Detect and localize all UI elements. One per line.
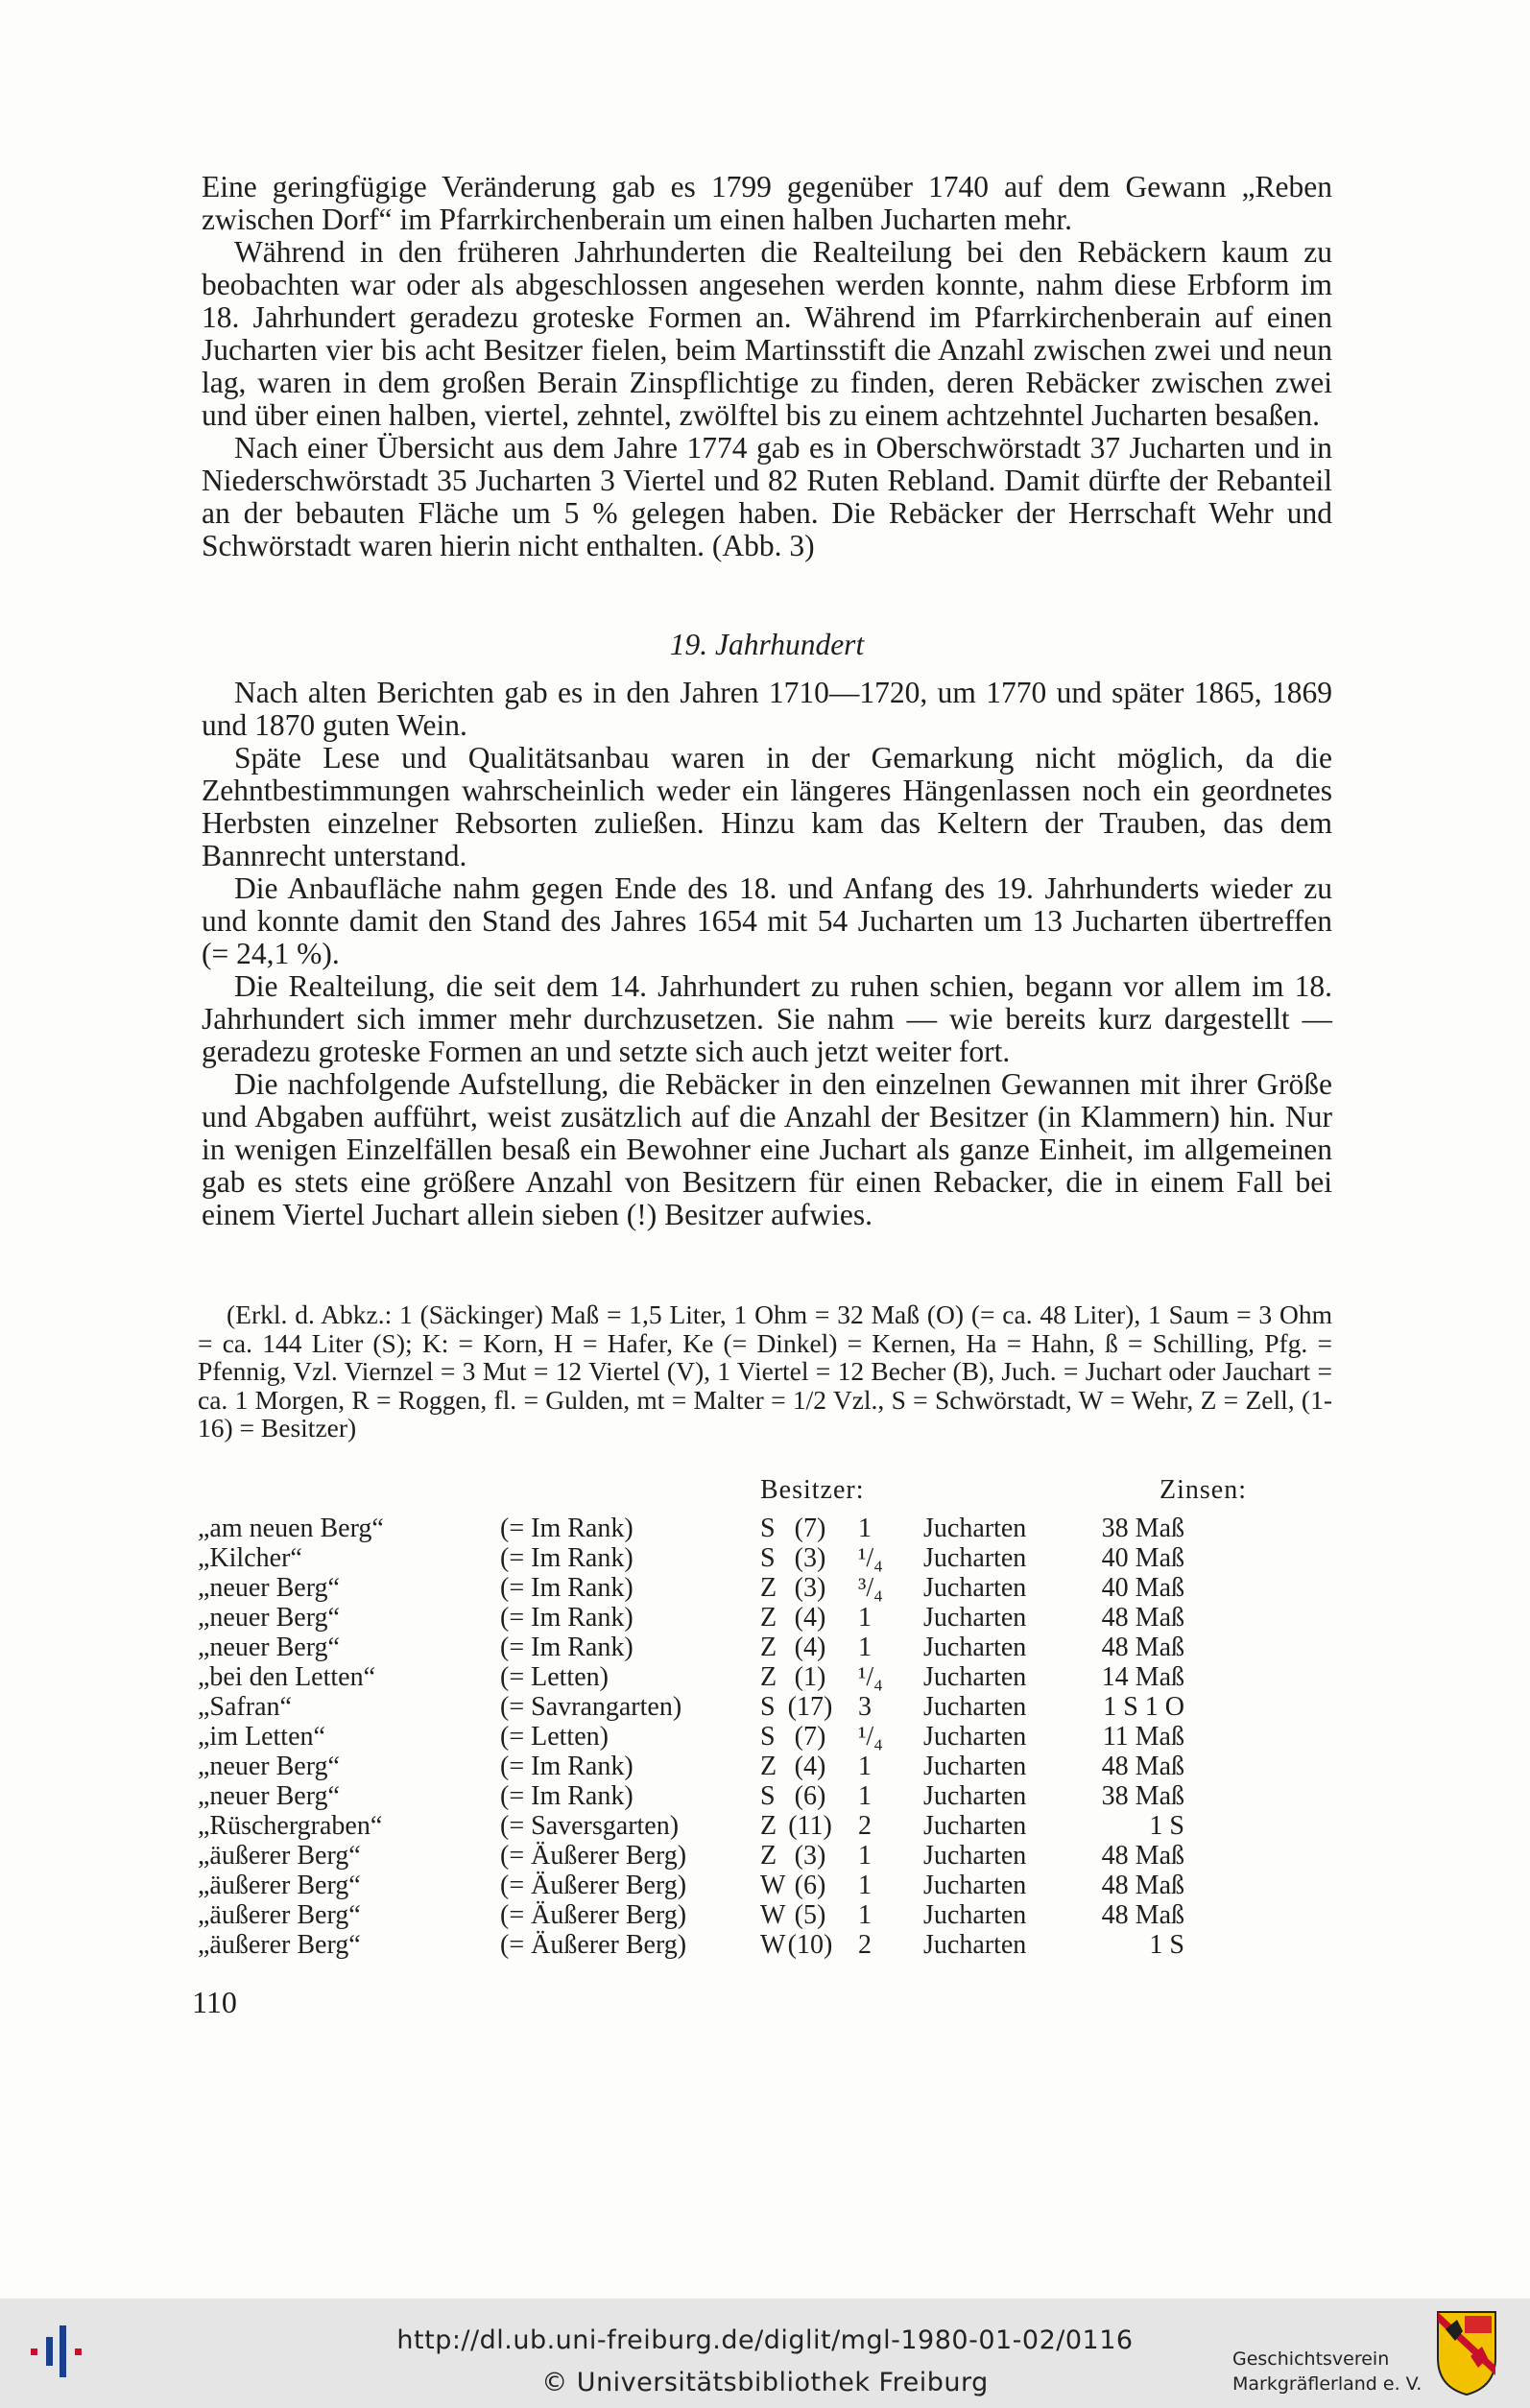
vineyard-alias: (= Im Rank) — [500, 1543, 634, 1573]
interest-value: 1 S — [1149, 1930, 1184, 1960]
size-unit: Jucharten — [923, 1900, 1027, 1930]
owner-count: (3) — [794, 1543, 826, 1573]
size-unit: Jucharten — [923, 1841, 1027, 1871]
vineyard-name: „Rüschergraben“ — [198, 1811, 383, 1841]
vineyard-alias: (= Letten) — [500, 1662, 609, 1692]
body-text-middle — [202, 677, 1332, 1231]
interest-value: 38 Maß — [1101, 1514, 1184, 1543]
village-code: S — [760, 1722, 776, 1752]
interest-value: 14 Maß — [1101, 1662, 1184, 1692]
plot-size: 1 — [858, 1781, 872, 1811]
village-code: Z — [760, 1841, 777, 1871]
interest-value: 48 Maß — [1101, 1633, 1184, 1662]
interest-value: 40 Maß — [1101, 1543, 1184, 1573]
size-unit: Jucharten — [923, 1573, 1027, 1603]
paragraph: Die Anbaufläche nahm gegen Ende des 18. und Anfang des 19. Jahrhunderts wieder zu und konnte damit den Stand des Jahres 1654 mit 54 Jucharten um 13 Jucharten übertreffen (= 24,1 %). — [202, 871, 1332, 970]
village-code: S — [760, 1514, 776, 1543]
owner-count: (1) — [794, 1662, 826, 1692]
plot-size: 1 — [858, 1841, 872, 1871]
vineyard-alias: (= Saversgarten) — [500, 1811, 680, 1841]
vineyard-alias: (= Äußerer Berg) — [500, 1930, 687, 1960]
vineyard-alias: (= Im Rank) — [500, 1752, 634, 1781]
owner-count: (10) — [787, 1930, 833, 1960]
village-code: Z — [760, 1752, 777, 1781]
plot-size: 2 — [858, 1811, 872, 1841]
table-row — [198, 1752, 1340, 1781]
plot-size: 1 — [858, 1871, 872, 1900]
size-unit: Jucharten — [923, 1930, 1027, 1960]
vineyard-name: „neuer Berg“ — [198, 1603, 340, 1633]
vineyard-name: „neuer Berg“ — [198, 1752, 340, 1781]
vineyard-name: „äußerer Berg“ — [198, 1871, 361, 1900]
vineyard-table — [198, 1475, 1340, 1960]
vineyard-alias: (= Im Rank) — [500, 1603, 634, 1633]
village-code: Z — [760, 1573, 777, 1603]
vineyard-name: „äußerer Berg“ — [198, 1930, 361, 1960]
interest-value: 48 Maß — [1101, 1752, 1184, 1781]
vineyard-name: „im Letten“ — [198, 1722, 325, 1752]
society-name — [1232, 2347, 1424, 2396]
interest-value: 48 Maß — [1101, 1603, 1184, 1633]
vineyard-name: „Kilcher“ — [198, 1543, 302, 1573]
plot-size: ¹/₄ — [858, 1543, 883, 1573]
vineyard-name: „äußerer Berg“ — [198, 1841, 361, 1871]
interest-value: 11 Maß — [1102, 1722, 1184, 1752]
plot-size: ¹/₄ — [858, 1722, 883, 1752]
size-unit: Jucharten — [923, 1662, 1027, 1692]
size-unit: Jucharten — [923, 1633, 1027, 1662]
size-unit: Jucharten — [923, 1603, 1027, 1633]
vineyard-alias: (= Im Rank) — [500, 1514, 634, 1543]
size-unit: Jucharten — [923, 1752, 1027, 1781]
table-row — [198, 1722, 1340, 1752]
interest-column-header: Zinsen: — [1159, 1475, 1247, 1505]
owner-count: (17) — [787, 1692, 833, 1722]
table-row — [198, 1811, 1340, 1841]
vineyard-alias: (= Im Rank) — [500, 1573, 634, 1603]
table-row — [198, 1692, 1340, 1722]
village-code: W — [760, 1871, 786, 1900]
interest-value: 40 Maß — [1101, 1573, 1184, 1603]
owner-count: (6) — [794, 1871, 826, 1900]
paragraph: Eine geringfügige Veränderung gab es 1799 gegenüber 1740 auf dem Gewann „Reben zwischen Dorf“ im Pfarrkirchenberain um einen halben Jucharten mehr. — [202, 170, 1332, 236]
plot-size: ¹/₄ — [858, 1662, 883, 1692]
village-code: S — [760, 1692, 776, 1722]
table-row — [198, 1662, 1340, 1692]
vineyard-name: „neuer Berg“ — [198, 1573, 340, 1603]
size-unit: Jucharten — [923, 1871, 1027, 1900]
paragraph: Die nachfolgende Aufstellung, die Rebäcker in den einzelnen Gewannen mit ihrer Größe und Abgaben aufführt, weist zusätzlich auf die Anzahl der Besitzer (in Klammern) hin. Nur in wenigen Einzelfällen besaß ein Bewohner eine Juchart als ganze Einheit, im allgemeinen gab es stets eine größere Anzahl von Besitzern für einen Rebacker, die in einem Fall bei einem Viertel Juchart allein sieben (!) Besitzer aufwies. — [202, 1067, 1332, 1231]
interest-value: 38 Maß — [1101, 1781, 1184, 1811]
interest-value: 48 Maß — [1101, 1900, 1184, 1930]
owner-count: (4) — [794, 1603, 826, 1633]
paragraph: Späte Lese und Qualitätsanbau waren in der Gemarkung nicht möglich, da die Zehntbestimmungen wahrscheinlich weder ein längeres Hängenlassen noch ein geordnetes Herbsten einzelner Rebsorten zuließen. Hinzu kam das Keltern der Trauben, das dem Bannrecht unterstand. — [202, 741, 1332, 872]
plot-size: ³/₄ — [858, 1573, 883, 1603]
village-code: Z — [760, 1633, 777, 1662]
table-row — [198, 1841, 1340, 1871]
size-unit: Jucharten — [923, 1781, 1027, 1811]
copyright-text: © Universitätsbibliothek Freiburg — [541, 2368, 989, 2397]
owner-count: (7) — [794, 1722, 826, 1752]
village-code: S — [760, 1781, 776, 1811]
vineyard-name: „am neuen Berg“ — [198, 1514, 384, 1543]
vineyard-alias: (= Savrangarten) — [500, 1692, 682, 1722]
vineyard-name: „neuer Berg“ — [198, 1781, 340, 1811]
vineyard-name: „bei den Letten“ — [198, 1662, 376, 1692]
owner-count: (4) — [794, 1752, 826, 1781]
society-line-1: Geschichtsverein — [1232, 2348, 1390, 2370]
size-unit: Jucharten — [923, 1811, 1027, 1841]
page-number: 110 — [192, 1985, 237, 2019]
village-code: Z — [760, 1811, 777, 1841]
table-row — [198, 1930, 1340, 1960]
table-row — [198, 1633, 1340, 1662]
vineyard-alias: (= Äußerer Berg) — [500, 1900, 687, 1930]
paragraph: Nach einer Übersicht aus dem Jahre 1774 gab es in Oberschwörstadt 37 Jucharten und in Niederschwörstadt 35 Jucharten 3 Viertel und 82 Ruten Rebland. Damit dürfte der Rebanteil an der bebauten Fläche um 5 % gelegen haben. Die Rebäcker der Herrschaft Wehr und Schwörstadt waren hierin nicht enthalten. (Abb. 3) — [202, 431, 1332, 562]
size-unit: Jucharten — [923, 1722, 1027, 1752]
village-code: Z — [760, 1603, 777, 1633]
plot-size: 2 — [858, 1930, 872, 1960]
owner-count: (7) — [794, 1514, 826, 1543]
vineyard-alias: (= Im Rank) — [500, 1633, 634, 1662]
footer-bar — [0, 2299, 1530, 2408]
owner-count: (11) — [788, 1811, 832, 1841]
owner-count: (3) — [794, 1841, 826, 1871]
table-row — [198, 1514, 1340, 1543]
legend-text: (Erkl. d. Abkz.: 1 (Säckinger) Maß = 1,5 Liter, 1 Ohm = 32 Maß (O) (= ca. 48 Liter), 1 Saum = 3 Ohm = ca. 144 Liter (S); K: = Korn, H = Hafer, Ke (= Dinkel) = Kernen, Ha = Hahn, ß = Schilling, Pfg. = Pfennig, Vzl. Viernzel = 3 Mut = 12 Viertel (V), 1 Viertel = 12 Becher (B), Juch. = Juchart oder Jauchart = ca. 1 Morgen, R = Roggen, fl. = Gulden, mt = Malter = 1/2 Vzl., S = Schwörstadt, W = Wehr, Z = Zell, (1-16) = Besitzer) — [198, 1299, 1332, 1443]
owner-column-header: Besitzer: — [760, 1475, 865, 1505]
plot-size: 3 — [858, 1692, 872, 1722]
table-row — [198, 1871, 1340, 1900]
interest-value: 48 Maß — [1101, 1871, 1184, 1900]
village-code: W — [760, 1900, 786, 1930]
village-code: Z — [760, 1662, 777, 1692]
society-line-2: Markgräflerland e. V. — [1232, 2373, 1422, 2395]
owner-count: (5) — [794, 1900, 826, 1930]
abbreviation-legend — [198, 1300, 1332, 1442]
body-text-top — [202, 171, 1332, 562]
paragraph: Während in den früheren Jahrhunderten die Realteilung bei den Rebäckern kaum zu beobachten war oder als abgeschlossen angesehen werden konnte, nahm diese Erbform im 18. Jahrhundert geradezu groteske Formen an. Während im Pfarrkirchenberain auf einen Jucharten vier bis acht Besitzer fielen, beim Martinsstift die Anzahl zwischen zwei und neun lag, waren in dem großen Berain Zinspflichtige zu finden, deren Rebäcker zwischen zwei und über einen halben, viertel, zehntel, zwölftel bis zu einem achtzehntel Jucharten besaßen. — [202, 235, 1332, 432]
vineyard-alias: (= Äußerer Berg) — [500, 1841, 687, 1871]
source-url-link[interactable]: http://dl.ub.uni-freiburg.de/diglit/mgl-1980-01-02/0116 — [396, 2325, 1134, 2355]
plot-size: 1 — [858, 1752, 872, 1781]
vineyard-alias: (= Äußerer Berg) — [500, 1871, 687, 1900]
table-row — [198, 1573, 1340, 1603]
table-row — [198, 1543, 1340, 1573]
table-header — [198, 1475, 1340, 1514]
paragraph: Nach alten Berichten gab es in den Jahren 1710—1720, um 1770 und später 1865, 1869 und 1870 guten Wein. — [202, 676, 1332, 742]
section-heading: 19. Jahrhundert — [669, 628, 865, 661]
size-unit: Jucharten — [923, 1692, 1027, 1722]
vineyard-name: „Safran“ — [198, 1692, 292, 1722]
village-code: W — [760, 1930, 786, 1960]
owner-count: (4) — [794, 1633, 826, 1662]
paragraph: Die Realteilung, die seit dem 14. Jahrhundert zu ruhen schien, begann vor allem im 18. Jahrhundert sich immer mehr durchzusetzen. Sie nahm — wie bereits kurz dargestellt — geradezu groteske Formen an und setzte sich auch jetzt weiter fort. — [202, 969, 1332, 1068]
plot-size: 1 — [858, 1514, 872, 1543]
plot-size: 1 — [858, 1633, 872, 1662]
size-unit: Jucharten — [923, 1543, 1027, 1573]
village-code: S — [760, 1543, 776, 1573]
table-body — [198, 1514, 1340, 1960]
vineyard-alias: (= Im Rank) — [500, 1781, 634, 1811]
coat-of-arms-icon — [1436, 2308, 1497, 2396]
owner-count: (6) — [794, 1781, 826, 1811]
size-unit: Jucharten — [923, 1514, 1027, 1543]
table-row — [198, 1781, 1340, 1811]
table-row — [198, 1900, 1340, 1930]
plot-size: 1 — [858, 1900, 872, 1930]
interest-value: 1 S 1 O — [1103, 1692, 1184, 1722]
vineyard-alias: (= Letten) — [500, 1722, 609, 1752]
plot-size: 1 — [858, 1603, 872, 1633]
vineyard-name: „äußerer Berg“ — [198, 1900, 361, 1930]
owner-count: (3) — [794, 1573, 826, 1603]
interest-value: 1 S — [1149, 1811, 1184, 1841]
vineyard-name: „neuer Berg“ — [198, 1633, 340, 1662]
table-row — [198, 1603, 1340, 1633]
interest-value: 48 Maß — [1101, 1841, 1184, 1871]
